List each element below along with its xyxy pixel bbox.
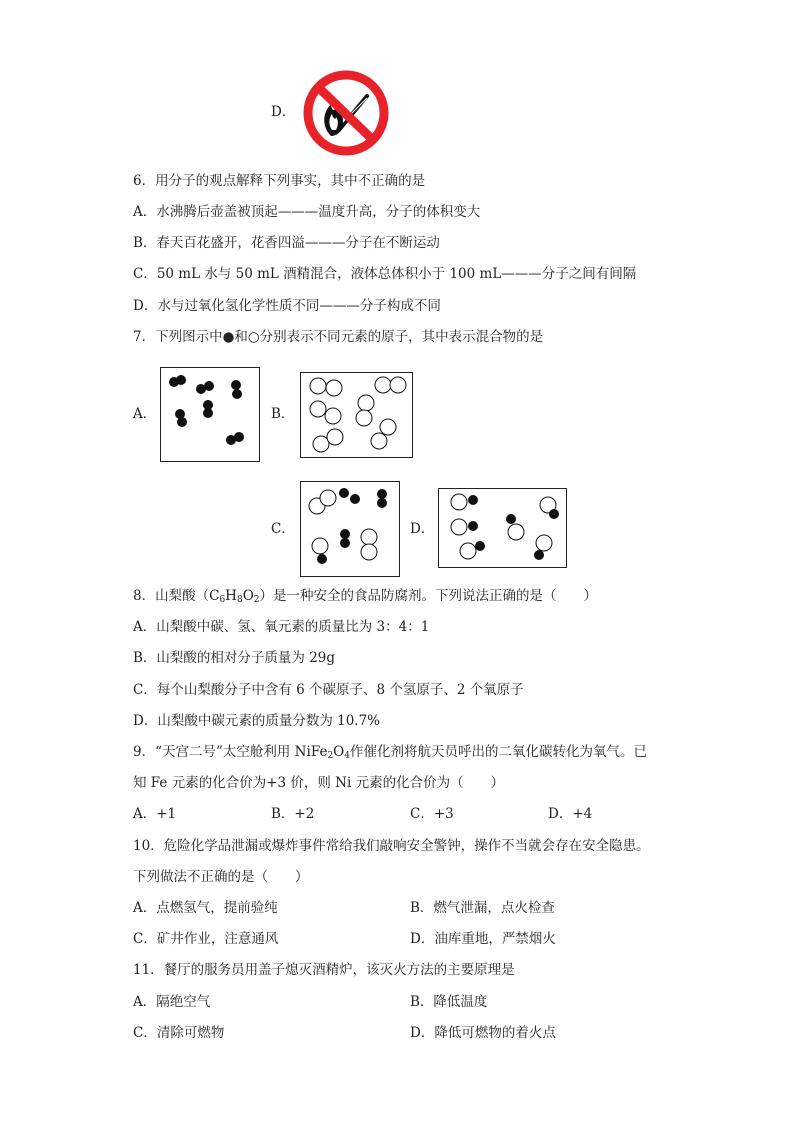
q8-stem xyxy=(133,587,597,609)
q10-stem-line1: 10．危险化学品泄漏或爆炸事件常给我们敲响安全警钟，操作不当就会存在安全隐患。 xyxy=(133,838,650,854)
q6-option-c: C．50 mL 水与 50 mL 酒精混合，液体总体积小于 100 mL———分子之间有间隔 xyxy=(133,266,637,282)
q11-option-d: D．降低可燃物的着火点 xyxy=(410,1025,556,1041)
q6-option-b: B．春天百花盛开，花香四溢———分子在不断运动 xyxy=(133,235,440,251)
q6-stem: 6．用分子的观点解释下列事实，其中不正确的是 xyxy=(133,173,426,189)
q8-stem-after: ）是一种安全的食品防腐剂。下列说法正确的是（ ） xyxy=(259,588,597,604)
q9-stem-line1 xyxy=(133,743,647,765)
q9-mid: O xyxy=(333,744,345,760)
formula-o-sub: 2 xyxy=(253,595,260,605)
q8-option-a: A．山梨酸中碳、氢、氧元素的质量比为 3：4：1 xyxy=(133,619,430,635)
q8-option-b: B．山梨酸的相对分子质量为 29g xyxy=(133,650,336,666)
formula-c-sub: 6 xyxy=(219,595,226,605)
q7-label-b: B． xyxy=(271,406,295,422)
q7-label-d: D． xyxy=(410,521,435,537)
q6-option-a: A．水沸腾后壶盖被顶起———温度升高，分子的体积变大 xyxy=(133,204,481,220)
q9-option-b: B．+2 xyxy=(271,806,315,822)
formula-h-sub: 8 xyxy=(236,595,243,605)
q7-label-c: C． xyxy=(271,521,295,537)
q9-stem-line2: 知 Fe 元素的化合价为+3 价，则 Ni 元素的化合价为（ ） xyxy=(133,775,505,791)
q10-option-d: D．油库重地，严禁烟火 xyxy=(410,931,556,947)
q10-option-b: B．燃气泄漏，点火检查 xyxy=(410,900,555,916)
q9-option-a: A．+1 xyxy=(133,806,177,822)
formula-c: C xyxy=(209,588,220,604)
q7-diagram-b xyxy=(300,372,413,458)
q9-sub2: 4 xyxy=(344,751,350,761)
q7-stem: 7．下列图示中●和○分别表示不同元素的原子，其中表示混合物的是 xyxy=(133,329,544,345)
q7-diagram-c xyxy=(300,481,400,577)
q11-option-c: C．清除可燃物 xyxy=(133,1025,225,1041)
q8-stem-before: 8．山梨酸（ xyxy=(133,588,210,604)
formula-h: H xyxy=(225,588,237,604)
q9-stem-after: 作催化剂将航天员呼出的二氧化碳转化为氧气。已 xyxy=(349,744,647,760)
q8-option-d: D．山梨酸中碳元素的质量分数为 10.7% xyxy=(133,713,381,729)
q9-sub1: 2 xyxy=(327,751,334,761)
no-open-flame-icon xyxy=(301,68,391,158)
q10-option-c: C．矿井作业，注意通风 xyxy=(133,931,279,947)
q9-option-c: C．+3 xyxy=(410,806,454,822)
formula-o: O xyxy=(242,588,254,604)
q7-label-a: A． xyxy=(133,406,157,422)
q11-option-b: B．降低温度 xyxy=(410,994,488,1010)
q11-stem: 11．餐厅的服务员用盖子熄灭酒精炉，该灭火方法的主要原理是 xyxy=(133,962,515,978)
q8-option-c: C．每个山梨酸分子中含有 6 个碳原子、8 个氢原子、2 个氧原子 xyxy=(133,682,524,698)
q5-option-d-label: D． xyxy=(271,104,296,120)
q6-option-d: D．水与过氧化氢化学性质不同———分子构成不同 xyxy=(133,298,441,314)
q11-option-a: A．隔绝空气 xyxy=(133,994,211,1010)
q7-diagram-a xyxy=(160,367,260,462)
q10-stem-line2: 下列做法不正确的是（ ） xyxy=(133,869,309,885)
q9-option-d: D．+4 xyxy=(548,806,593,822)
q9-stem-before: 9．“天宫二号”太空舱利用 NiFe xyxy=(133,744,328,760)
q7-diagram-d xyxy=(438,488,567,568)
q8-formula xyxy=(209,588,259,604)
q10-option-a: A．点燃氢气，提前验纯 xyxy=(133,900,278,916)
